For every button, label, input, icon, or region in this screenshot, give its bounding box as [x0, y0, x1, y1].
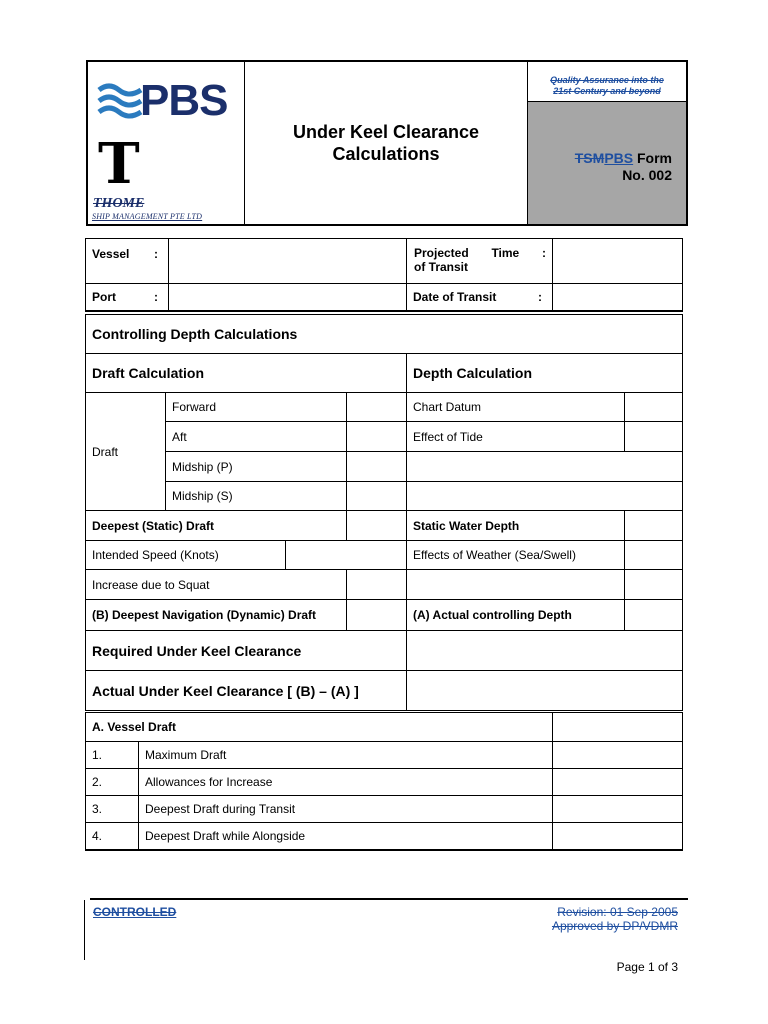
actual-ukc-value[interactable]: [407, 671, 682, 710]
required-ukc-value[interactable]: [407, 631, 682, 670]
company-name: THOME: [93, 196, 145, 211]
deepest-static-draft-label: Deepest (Static) Draft: [92, 518, 215, 533]
table-row-num: 3.: [92, 802, 103, 816]
form-prefix-link[interactable]: PBS: [604, 150, 634, 166]
draft-label: Draft: [92, 444, 119, 459]
form-number-value: No. 002: [622, 167, 672, 183]
actual-controlling-depth-value[interactable]: [625, 600, 682, 630]
static-water-depth-label: Static Water Depth: [413, 518, 520, 533]
date-of-transit-field[interactable]: [553, 284, 682, 310]
projected-time-field[interactable]: [553, 239, 682, 283]
pbs-logo-text: PBS: [140, 76, 228, 125]
date-of-transit-label: Date of Transit :: [413, 290, 542, 304]
footer-margin-line: [84, 900, 85, 960]
forward-value[interactable]: [347, 393, 406, 421]
forward-label: Forward: [172, 400, 217, 414]
revision-date: Revision: 01 Sep 2005: [557, 905, 678, 919]
midship-s-value[interactable]: [347, 482, 406, 510]
effects-of-weather-value[interactable]: [625, 541, 682, 569]
footer-rule: [90, 898, 688, 900]
quality-slogan: Quality Assurance into the 21st Century and beyond: [528, 62, 686, 102]
table-row-value[interactable]: [553, 796, 682, 822]
required-ukc-label: Required Under Keel Clearance: [92, 642, 302, 659]
chart-datum-value[interactable]: [625, 393, 682, 421]
waves-icon: [97, 82, 143, 122]
table-row-label: Deepest Draft while Alongside: [145, 829, 306, 843]
vessel-draft-heading-value[interactable]: [553, 713, 682, 741]
controlling-depth-heading: Controlling Depth Calculations: [92, 326, 298, 342]
port-field[interactable]: [169, 284, 406, 310]
table-row-label: Maximum Draft: [145, 748, 227, 762]
title-line-2: Calculations: [332, 144, 440, 164]
controlled-stamp: CONTROLLED: [93, 905, 177, 919]
table-row-value[interactable]: [553, 823, 682, 849]
title-line-1: Under Keel Clearance: [292, 122, 480, 142]
revision-info: [480, 905, 678, 933]
deepest-navigation-draft-label: (B) Deepest Navigation (Dynamic) Draft: [92, 608, 317, 622]
approved-by: Approved by DP/VDMR: [551, 919, 678, 933]
thome-logo-letter: T: [98, 131, 140, 197]
form-prefix-struck: TSM: [574, 150, 605, 166]
document-title: [245, 62, 527, 224]
midship-p-label: Midship (P): [172, 459, 233, 474]
table-row-label: Deepest Draft during Transit: [145, 802, 296, 816]
page-number: Page 1 of 3: [616, 960, 678, 974]
actual-ukc-label: Actual Under Keel Clearance [ (B) – (A) ]: [92, 682, 359, 699]
table-row-num: 2.: [92, 775, 103, 789]
depth-calculation-heading: Depth Calculation: [413, 365, 533, 381]
intended-speed-value[interactable]: [286, 541, 406, 569]
company-subtitle: SHIP MANAGEMENT PTE LTD: [92, 212, 203, 221]
aft-value[interactable]: [347, 422, 406, 451]
table-row-value[interactable]: [553, 742, 682, 768]
increase-due-to-squat-label: Increase due to Squat: [92, 577, 210, 592]
table-row-num: 1.: [92, 748, 103, 762]
effect-of-tide-label: Effect of Tide: [413, 429, 483, 444]
vessel-draft-heading: A. Vessel Draft: [92, 720, 177, 734]
intended-speed-label: Intended Speed (Knots): [92, 548, 219, 562]
form-number: TSMPBS Form No. 002: [528, 102, 686, 224]
aft-label: Aft: [172, 429, 187, 444]
deepest-static-draft-value[interactable]: [347, 511, 406, 540]
draft-calculation-heading: Draft Calculation: [92, 365, 205, 381]
midship-p-value[interactable]: [347, 452, 406, 481]
projected-time-label: Projected Time : of Transit: [414, 246, 546, 274]
static-water-depth-value[interactable]: [625, 511, 682, 540]
deepest-navigation-draft-value[interactable]: [347, 600, 406, 630]
actual-controlling-depth-label: (A) Actual controlling Depth: [413, 608, 572, 622]
port-label: Port :: [92, 290, 158, 304]
midship-s-label: Midship (S): [172, 489, 233, 503]
effect-of-tide-value[interactable]: [625, 422, 682, 451]
vessel-field[interactable]: [169, 239, 406, 283]
chart-datum-label: Chart Datum: [413, 400, 482, 414]
table-row-label: Allowances for Increase: [145, 775, 273, 789]
table-row-value[interactable]: [553, 769, 682, 795]
increase-due-to-squat-value[interactable]: [347, 570, 406, 599]
effects-of-weather-label: Effects of Weather (Sea/Swell): [413, 548, 576, 562]
vessel-label: Vessel :: [92, 247, 158, 261]
table-row-num: 4.: [92, 829, 103, 843]
